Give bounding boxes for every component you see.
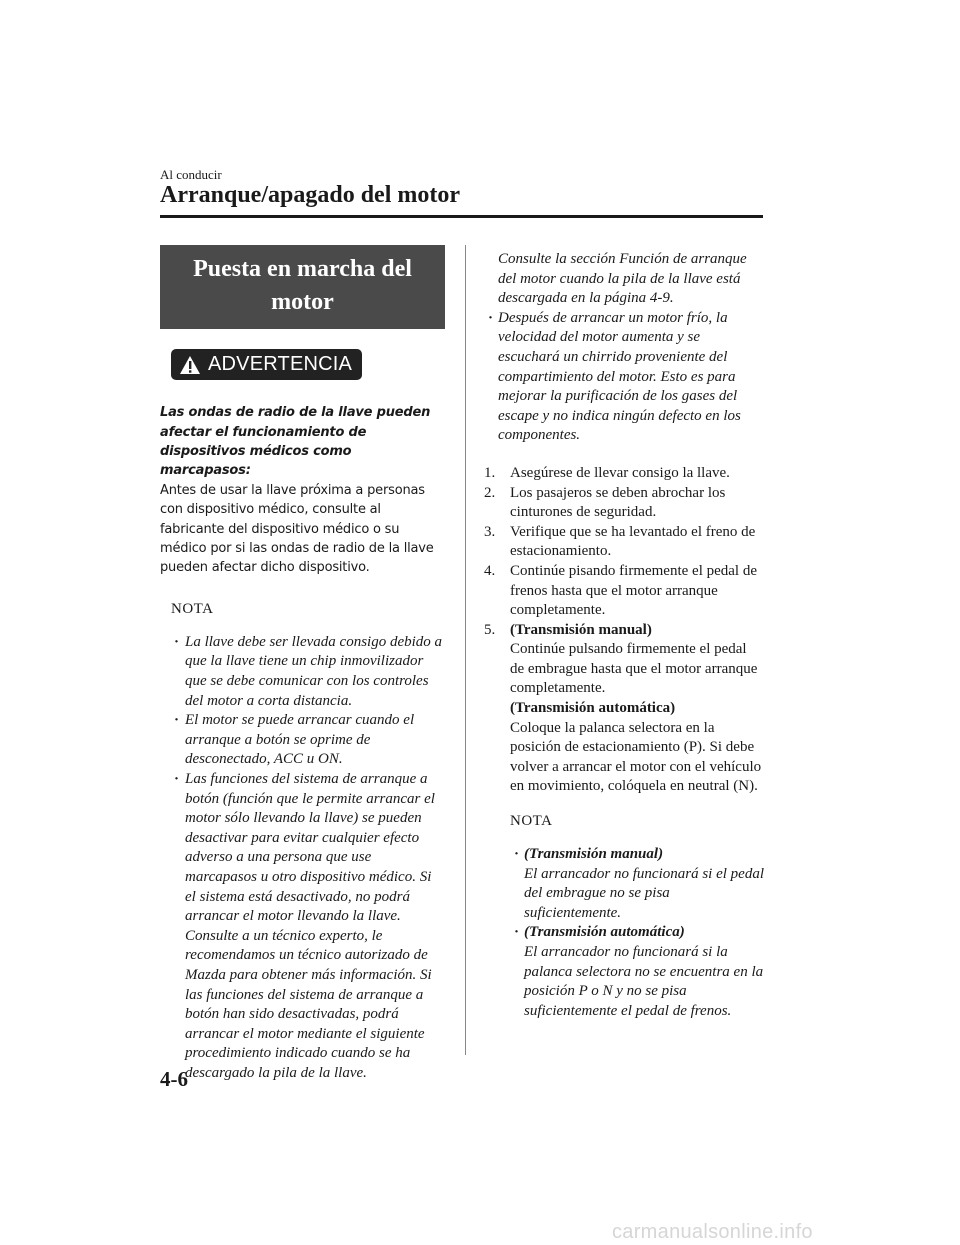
warning-label: ADVERTENCIA: [208, 353, 353, 376]
note-item-title: · (Transmisión manual): [524, 846, 664, 863]
step-text: Los pasajeros se deben abrochar los cinturones de seguridad.: [510, 484, 726, 521]
warning-bold-text: Las ondas de radio de la llave pueden afectar el funcionamiento de dispositivos médicos como marcapasos:: [160, 405, 431, 479]
list-item: · La llave debe ser llevada consigo debido a que la llave tiene un chip inmovilizador que se debe comunicar con los controles del motor a corta distancia.: [160, 633, 445, 711]
step-number: 3.: [484, 523, 496, 540]
step-number: 1.: [484, 464, 496, 481]
step-item: [484, 523, 764, 562]
note-list-2: [484, 845, 764, 1021]
warning-body: [160, 403, 445, 578]
note-label: NOTA: [510, 813, 553, 830]
step-number: 4.: [484, 562, 496, 579]
right-column: [484, 250, 764, 1021]
note-label: NOTA: [171, 600, 214, 617]
step-item: [484, 562, 764, 621]
page-number: 4-6: [160, 1067, 188, 1091]
list-item: · Las funciones del sistema de arranque a botón (función que le permite arrancar el motor sólo llevando la llave) se pueden desactivar para evitar cualquier efecto adverso a una persona que use marcapasos u otro dispositivo médico. Si el sistema está desactivado, no podrá arrancar el motor llevando la llave. Consulte a un técnico experto, le recomendamos un técnico autorizado de Mazda para obtener más información. Si las funciones del sistema de arranque a botón han sido desactivadas, podrá arrancar el motor mediante el siguiente procedimiento indicado cuando se ha descargado la pila de la llave.: [160, 770, 445, 1084]
left-column: [160, 245, 445, 1084]
note-continuation: Consulte la sección Función de arranque del motor cuando la pila de la llave está descargada en la página 4-9.: [498, 251, 747, 307]
warning-triangle-icon: [179, 355, 201, 375]
step-item: [484, 621, 764, 797]
note-list: [160, 633, 445, 1084]
list-item: · Después de arrancar un motor frío, la velocidad del motor aumenta y se escuchará un chirrido proveniente del compartimiento del motor. Esto es para mejorar la purificación de los gases del escape y no indica ningún defecto en los componentes.: [484, 309, 764, 446]
warning-badge: [171, 349, 362, 380]
watermark: carmanualsonline.info: [612, 1221, 813, 1243]
step-text: Verifique que se ha levantado el freno de estacionamiento.: [510, 523, 756, 560]
section-title-box: Puesta en marcha del motor: [160, 245, 445, 329]
note-list-right: [484, 309, 764, 446]
note-item-text: El arrancador no funcionará si la palanca selectora no se encuentra en la posición P o N y no se pisa suficientemente el pedal de frenos.: [524, 944, 764, 1019]
step-subtitle: (Transmisión manual): [510, 621, 652, 638]
warning-text: Antes de usar la llave próxima a personas con dispositivo médico, consulte al fabricante del dispositivo médico o su médico por si las ondas de radio de la llave pueden afectar dicho dispositivo.: [160, 482, 434, 576]
step-subtitle: (Transmisión automática): [510, 700, 676, 717]
steps-list: [484, 464, 764, 797]
step-number: 2.: [484, 484, 496, 501]
header-rule: [160, 215, 763, 218]
note-item-text: El arrancador no funcionará si el pedal del embrague no se pisa suficientemente.: [524, 865, 764, 921]
column-divider: [465, 245, 466, 1055]
note-item-title: · (Transmisión automática): [524, 924, 685, 941]
step-item: [484, 464, 764, 484]
step-text: Asegúrese de llevar consigo la llave.: [510, 464, 730, 481]
page-title: Arranque/apagado del motor: [160, 182, 460, 208]
section-label: Al conducir: [160, 167, 222, 182]
list-item: · El motor se puede arrancar cuando el arranque a botón se oprime de desconectado, ACC u ON.: [160, 711, 445, 770]
step-item: [484, 484, 764, 523]
step-number: 5.: [484, 621, 496, 638]
step-text: Coloque la palanca selectora en la posición de estacionamiento (P). Si debe volver a arrancar el motor con el vehículo en movimiento, colóquela en neutral (N).: [510, 719, 762, 795]
step-text: Continúe pisando firmemente el pedal de frenos hasta que el motor arranque completamente.: [510, 562, 758, 619]
list-item: [484, 845, 764, 923]
step-text: Continúe pulsando firmemente el pedal de embrague hasta que el motor arranque completamente.: [510, 641, 758, 697]
list-item: [484, 923, 764, 1021]
